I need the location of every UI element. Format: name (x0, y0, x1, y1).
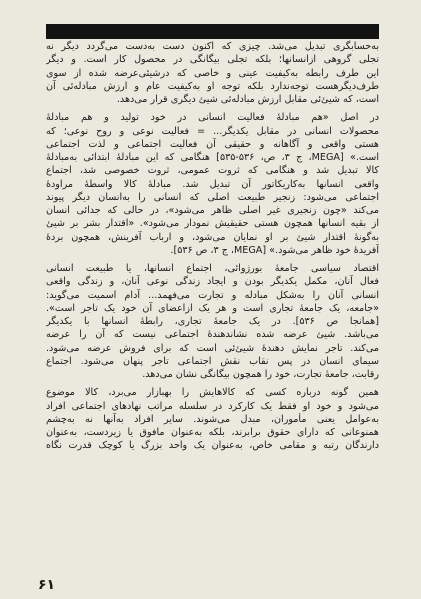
text-line: به‌عوامل یعنی مأموران، مبدل می‌شوند. سایر افراد به‌آنها نه به‌چشم (46, 413, 379, 425)
text-line: می‌کند. تاجر نمایش دهندهٔ شیئ‌ئی است که برای فروش عرضه می‌شود. (46, 342, 379, 354)
text-line: سیمای انسان در پس نقاب نقش اجتماعی تاجر پنهان می‌شود. اجتماع (46, 355, 379, 367)
header-rule (46, 24, 379, 39)
text-line: دارندگان رتبه و مقامی خاص، به‌عنوان یک واحد بزرگ یا کوچک قدرت نگاه (46, 440, 379, 452)
text-line: در اصل «هم مبادلهٔ فعالیت انسانی در خود تولید و هم مبادلهٔ (46, 112, 379, 124)
text-line: به‌حسابگری تبدیل می‌شد. چیزی که اکنون دست به‌دست می‌گردد دیگر نه (46, 41, 379, 52)
text-line: همنوعانی که دارای حقوق برابرند، بلکه به‌عنوان مافوق یا زیردست، به‌عنوان (46, 427, 379, 438)
text-line: است.» [MEGA، ج ۳، ص، ۵۳۶-۵۳۵] هنگامی که این مبادلهٔ ابتدائی به‌مبادلهٔ (46, 152, 379, 163)
text-line: کالا تبدیل شد و هنگامی که ثروت عمومی، ثروت خصوصی شد، اجتماع (46, 165, 379, 177)
text-line: اقتصاد سیاسی جامعهٔ بورژوائی، اجتماع انسانها، یا طبیعت انسانی (46, 263, 379, 274)
text-line: واقعی انسانها به‌کاریکاتور آن تبدیل شد. مبادلهٔ کالا واسطهٔ مراودهٔ (46, 178, 379, 190)
text-line: از بقیه انسانها همچون هستی حقیقیش نمودار می‌شود». «اقتدار بشر بر شیئ (46, 218, 379, 230)
body-text (46, 40, 379, 580)
text-line: است، که شیئ‌ئی مقابل ارزش مبادله‌ئی شیئ دیگری قرار می‌دهد. (116, 94, 379, 105)
text-line: رقابت، جامعهٔ تجارت، خود را همچون بیگانگی نشان می‌دهد. (142, 369, 379, 380)
text-line: محصولات انسانی در مقابل یکدیگر... = فعالیت نوعی و روح نوعی؛ که (46, 125, 379, 137)
text-line: به‌گونهٔ اقتدار شیئ بر او نمایان می‌شود، و ارباب آفرینش، همچون بردهٔ (46, 231, 379, 243)
text-line: می‌شود و خود او فقط یک کارکرد در سلسله مراتب نهادهای اجتماعی افراد (46, 400, 379, 412)
text-line: می‌باشد. شیئ عرضه شده نشاندهندهٔ اجتماعی نیست که آن را عرضه (46, 329, 379, 341)
text-line: فعال آنان، مکمل یکدیگر بودن و ایجاد زندگی نوعی آنان، و زندگی واقعی (46, 276, 379, 288)
text-line: [همانجا ص ۵۳۶]. در یک جامعهٔ تجاری، رابطهٔ انسانها با یکدیگر (46, 316, 379, 327)
text-line: می‌کند «چون زنجیری غیر اصلی ظاهر می‌شود»، در حالی که جدائی انسان (46, 205, 379, 216)
text-line: تجلی گروهی ازانسانها؛ بلکه تجلی بیگانگی در محصول کار است. و دیگر (46, 54, 379, 66)
text-line: این طرف رابطه به‌کیفیت عینی و خاصی که درشیئی‌عرضه شده از سوی (46, 67, 379, 79)
text-line: آفریدهٔ خود ظاهر می‌شود.» [MEGA، ج ۳، ص ۵۳۶]. (170, 244, 379, 256)
text-line: همین گونه درباره کسی که کالاهایش را بهبازار می‌برد، کالا موضوع (46, 387, 379, 399)
text-line: اجتماعی می‌شود: زنجیر طبیعت اصلی که انسانی را به‌انسان دیگر پیوند (46, 191, 379, 203)
text-line: هستی واقعی و آگاهانه و حقیقی آن فعالیت اجتماعی و لذت اجتماعی (46, 138, 379, 150)
page-number: ۶۱ (38, 577, 56, 593)
text-line: انسانی آنان را به‌شکل مبادله و تجارت می‌فهمد... آدام اسمیت می‌گوید: (46, 289, 379, 301)
text-line: «جامعه، یک جامعهٔ تجاری است و هر یک ازاعضای آن خود یک تاجر است». (46, 302, 379, 314)
text-line: طرف‌دیگرهست توجه‌ندارد بلکه توجه او به‌کیفیت عام و ارزش مبادله‌ئی آن (46, 80, 379, 92)
